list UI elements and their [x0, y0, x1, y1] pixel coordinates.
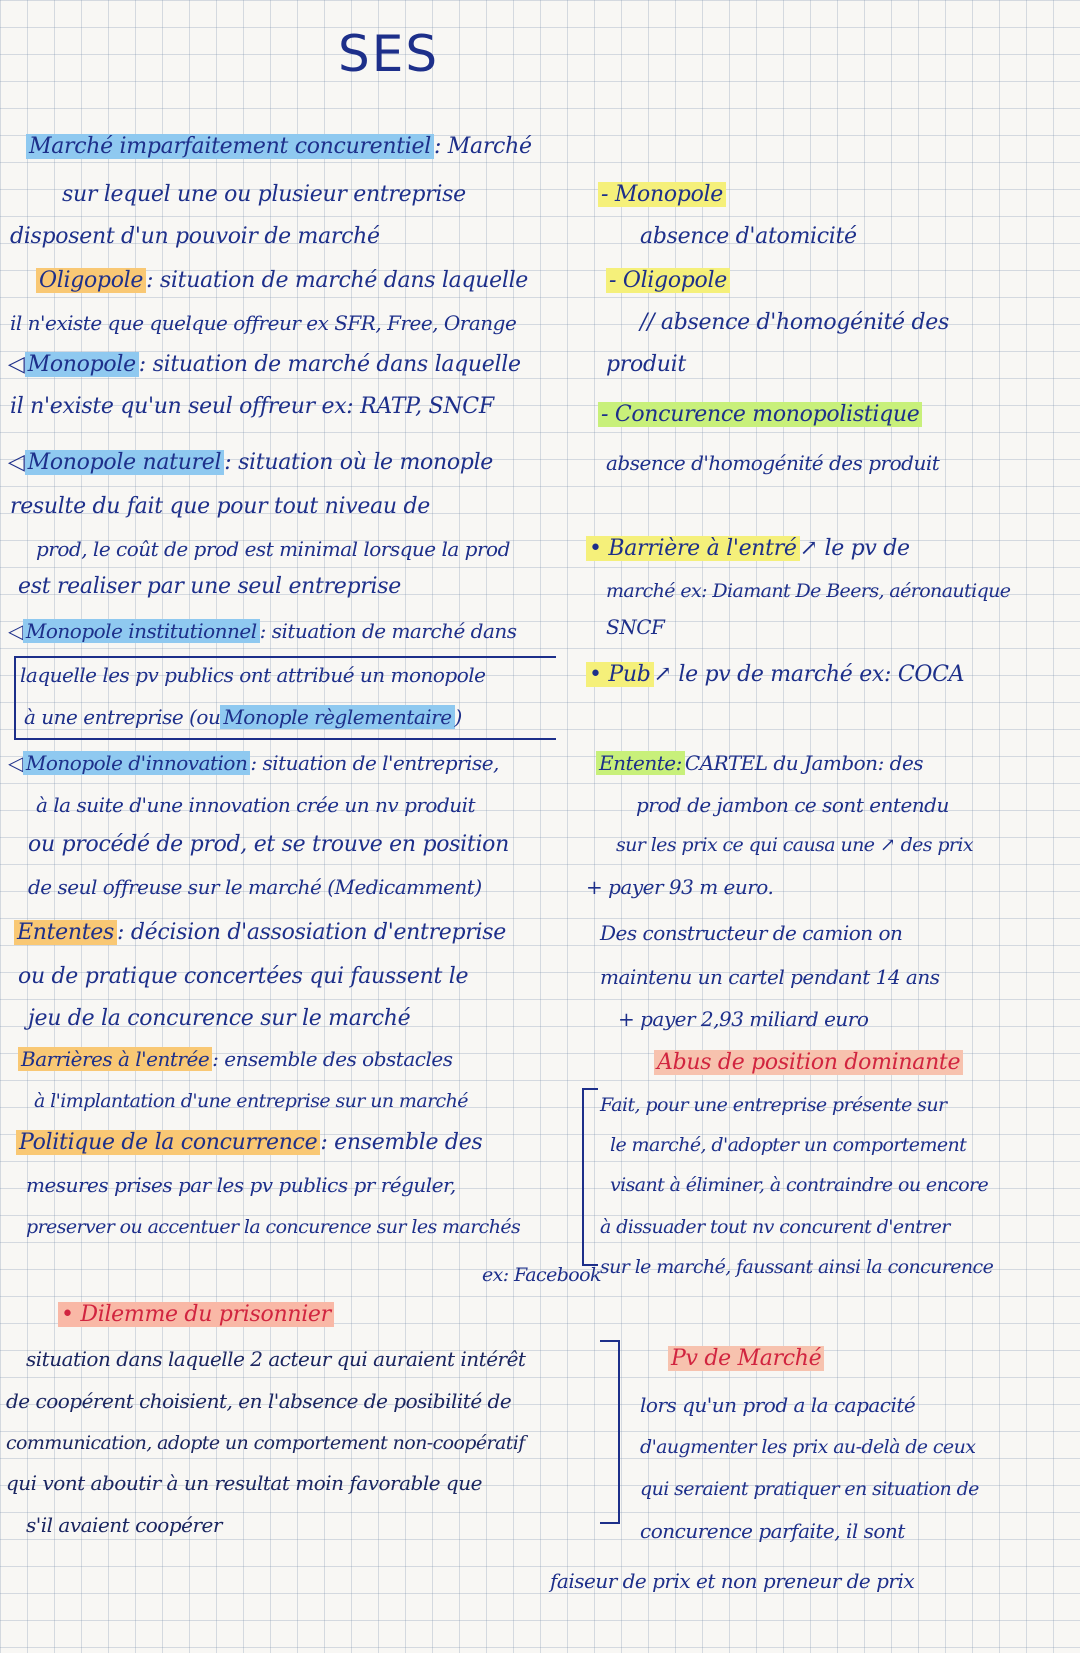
- text-line: // absence d'homogénité des: [640, 310, 949, 335]
- term-pub: • Pub: [586, 662, 654, 687]
- term-monopole-institutionnel: Monopole institutionnel: [23, 619, 260, 643]
- text-line: absence d'atomicité: [640, 224, 857, 249]
- example-facebook: ex: Facebook: [482, 1264, 601, 1286]
- term-dilemme: • Dilemme du prisonnier: [58, 1302, 334, 1327]
- text-line: prod, le coût de prod est minimal lorsque la prod: [36, 537, 510, 561]
- text-line: visant à éliminer, à contraindre ou encore: [610, 1174, 989, 1196]
- definition-oligopole: Oligopole : situation de marché dans laquelle: [36, 266, 528, 296]
- term-barrieres: Barrières à l'entrée: [18, 1047, 212, 1071]
- text-line: mesures prises par les pv publics pr réguler,: [26, 1173, 456, 1197]
- bracket-dilemme: [600, 1340, 620, 1524]
- text-line: produit: [606, 352, 686, 377]
- text-line: prod de jambon ce sont entendu: [636, 793, 949, 817]
- term-oligopole: Oligopole: [36, 268, 146, 293]
- term-monopole: Monopole: [25, 352, 139, 377]
- text-line: s'il avaient coopérer: [26, 1513, 222, 1537]
- text-line: de coopérent choisient, en l'absence de posibilité de: [6, 1389, 512, 1413]
- type-oligopole: [606, 266, 730, 296]
- definition-politique-concurrence: Politique de la concurrence : ensemble des: [16, 1128, 482, 1158]
- term-entente-right: Entente:: [596, 751, 685, 775]
- note-entente: Entente: CARTEL du Jambon: des: [596, 748, 923, 778]
- definition-dilemme: [58, 1300, 334, 1330]
- text-line: SNCF: [606, 615, 665, 639]
- text-line: qui seraient pratiquer en situation de: [640, 1478, 979, 1500]
- definition-monopole-innovation: ◁ Monopole d'innovation : situation de l'entreprise,: [8, 751, 499, 775]
- text-line: il n'existe qu'un seul offreur ex: RATP, SNCF: [10, 394, 494, 419]
- text-line: situation dans laquelle 2 acteur qui auraient intérêt: [26, 1347, 526, 1371]
- term-politique-concurrence: Politique de la concurrence: [16, 1130, 320, 1155]
- text-line: laquelle les pv publics ont attribué un monopole: [20, 663, 486, 687]
- text-line: disposent d'un pouvoir de marché: [10, 224, 380, 249]
- text-line: absence d'homogénité des produit: [606, 451, 940, 475]
- text-line: il n'existe que quelque offreur ex SFR, Free, Orange: [10, 311, 517, 335]
- definition-abus: [654, 1048, 963, 1078]
- text-line: à la suite d'une innovation crée un nv produit: [36, 793, 476, 817]
- definition-ententes: Ententes : décision d'assosiation d'entreprise: [14, 918, 506, 948]
- term-abus-position: Abus de position dominante: [654, 1050, 963, 1075]
- text-line: lors qu'un prod a la capacité: [640, 1393, 916, 1417]
- definition-marche-imparfait: Marché imparfaitement concurentiel : Marché: [26, 132, 532, 162]
- text-line: marché ex: Diamant De Beers, aéronautique: [606, 580, 1011, 602]
- definition-monopole-institutionnel: ◁ Monopole institutionnel : situation de marché dans: [8, 619, 517, 643]
- text-line: Fait, pour une entreprise présente sur: [600, 1094, 947, 1116]
- type-concurrence-monopolistique: [598, 400, 922, 430]
- definition-pv-marche: [668, 1344, 824, 1374]
- text-line: ou procédé de prod, et se trouve en position: [28, 832, 509, 857]
- term-barriere-right: • Barrière à l'entré: [586, 536, 800, 561]
- note-barriere: • Barrière à l'entré ↗ le pv de: [586, 534, 910, 564]
- type-monopole: [598, 180, 726, 210]
- text-line: sur le marché, faussant ainsi la concurence: [600, 1256, 994, 1278]
- text-line: le marché, d'adopter un comportement: [610, 1134, 967, 1156]
- bracket-abus: [582, 1088, 598, 1266]
- text-line: concurence parfaite, il sont: [640, 1519, 905, 1543]
- text-line: à l'implantation d'une entreprise sur un marché: [34, 1090, 468, 1112]
- term-monopole-type: - Monopole: [598, 182, 726, 207]
- definition-barrieres: Barrières à l'entrée : ensemble des obstacles: [18, 1044, 452, 1074]
- text-line: jeu de la concurence sur le marché: [28, 1006, 411, 1031]
- text-line: + payer 2,93 miliard euro: [618, 1007, 869, 1031]
- text-line: est realiser par une seul entreprise: [18, 574, 401, 599]
- text-line: Des constructeur de camion on: [600, 921, 903, 945]
- definition-monopole-naturel: ◁ Monopole naturel : situation où le monople: [8, 450, 494, 475]
- term-marche-imparfait: Marché imparfaitement concurentiel: [26, 134, 434, 159]
- note-pub: • Pub ↗ le pv de marché ex: COCA: [586, 660, 964, 690]
- text-line: + payer 93 m euro.: [586, 875, 774, 899]
- term-pv-marche: Pv de Marché: [668, 1346, 824, 1371]
- text-line: communication, adopte un comportement non-coopératif: [6, 1432, 525, 1454]
- text-line: maintenu un cartel pendant 14 ans: [600, 965, 940, 989]
- term-monopole-reglementaire: Monople règlementaire: [220, 705, 454, 729]
- text-line: sur lequel une ou plusieur entreprise: [62, 182, 466, 207]
- text-line: de seul offreuse sur le marché (Medicamment): [28, 875, 482, 899]
- text-line: d'augmenter les prix au-delà de ceux: [640, 1436, 976, 1458]
- term-ententes: Ententes: [14, 920, 117, 945]
- term-oligopole-type: - Oligopole: [606, 268, 730, 293]
- term-monopole-naturel: Monopole naturel: [25, 450, 225, 475]
- text-line: à une entreprise (ou Monople règlementaire ): [24, 705, 462, 729]
- text-line: faiseur de prix et non preneur de prix: [550, 1569, 915, 1593]
- text-line: sur les prix ce qui causa une ↗ des prix: [616, 834, 974, 856]
- text-line: ou de pratique concertées qui faussent le: [18, 964, 469, 989]
- term-concurrence-monopolistique: - Concurence monopolistique: [598, 402, 922, 427]
- definition-monopole: ◁ Monopole : situation de marché dans laquelle: [8, 352, 521, 377]
- text-line: à dissuader tout nv concurent d'entrer: [600, 1216, 950, 1238]
- text-line: qui vont aboutir à un resultat moin favorable que: [6, 1471, 482, 1495]
- text-line: resulte du fait que pour tout niveau de: [10, 494, 430, 519]
- page-title: SES: [338, 25, 440, 83]
- text-line: preserver ou accentuer la concurence sur les marchés: [26, 1216, 521, 1238]
- term-monopole-innovation: Monopole d'innovation: [23, 751, 250, 775]
